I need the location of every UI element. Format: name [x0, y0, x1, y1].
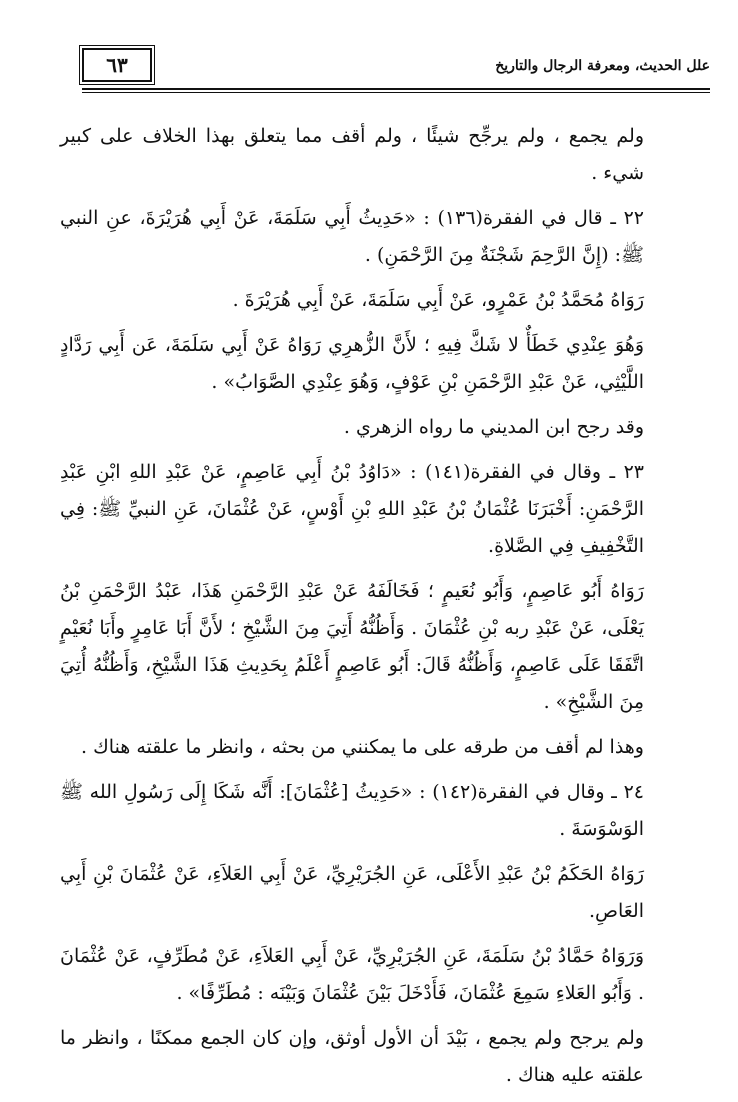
page-number: ٦٣ — [82, 48, 152, 82]
paragraph-note-23: وهذا لم أقف من طرقه على ما يمكنني من بحثه ، وانظر ما علقته هناك . — [81, 736, 644, 758]
page-header — [82, 44, 710, 90]
paragraph-narration-24a: رَوَاهُ الحَكَمُ بْنُ عَبْدِ الأَعْلَى، عَنِ الجُرَيْرِيِّ، عَنْ أَبِي العَلاَءِ، عَنْ عُثْمَانَ بْنِ أَبِي العَاصِ. — [60, 863, 644, 922]
paragraph-narration-23: رَوَاهُ أَبُو عَاصِمٍ، وَأَبُو نُعَيمٍ ؛ فَخَالَفَهُ عَنْ عَبْدِ الرَّحْمَنِ هَذَا، عَبْدُ الرَّحْمَنِ بْنُ يَعْلَى، عَنْ عَبْدِ ربه بْنِ عُثْمَانَ . وَأَظُنُّهُ أَتِيَ مِنَ الشَّيْخِ ؛ لأَنَّ أَبَا عَامِرٍ وأَبَا نُعَيْمٍ اتَّفَقَا عَلَى عَاصِمٍ، وَأَظُنُّهُ قَالَ: أَبُو عَاصِمٍ أَعْلَمُ بِحَدِيثِ هَذَا الشَّيْخِ، وَأَظُنُّهُ أُتِيَ مِنَ الشَّيْخِ» . — [60, 580, 644, 713]
paragraph-closing-note-1: ولم يجمع ، ولم يرجِّح شيئًا ، ولم أقف مما يتعلق بهذا الخلاف على كبير شيء . — [60, 125, 644, 184]
paragraph-note-24: ولم يرجح ولم يجمع ، بَيْدَ أن الأول أوثق، وإن كان الجمع ممكنًا ، وانظر ما علقته عليه هناك . — [60, 1027, 644, 1086]
running-title: علل الحديث، ومعرفة الرجال والتاريخ — [495, 58, 710, 74]
header-rule-thin — [82, 92, 710, 93]
paragraph-note-22: وقد رجح ابن المديني ما رواه الزهري . — [343, 416, 644, 438]
paragraph-item-23: ٢٣ ـ وقال في الفقرة(١٤١) : «دَاوُدُ بْنُ أَبِي عَاصِمٍ، عَنْ عَبْدِ اللهِ ابْنِ عَبْدِ الرَّحْمَنِ: أَخْبَرَنَا عُثْمَانُ بْنُ عَبْدِ اللهِ بْنِ أَوْسٍ، عَنْ عُثْمَانَ، عَنِ النبيِّ ﷺ: فِي التَّخْفِيفِ فِي الصَّلاةِ. — [60, 461, 644, 557]
page-body — [60, 118, 680, 1102]
header-rule — [82, 88, 710, 90]
paragraph-narration-22b: وَهُوَ عِنْدِي خَطَأٌ لا شَكَّ فِيهِ ؛ لأَنَّ الزُّهرِي رَوَاهُ عَنْ أَبِي سَلَمَةَ، عَن أَبِي رَدَّادٍ اللَّيْثِي، عَنْ عَبْدِ الرَّحْمَنِ بْنِ عَوْفٍ، وَهُوَ عِنْدِي الصَّوَابُ» . — [60, 334, 644, 393]
paragraph-narration-22a: رَوَاهُ مُحَمَّدُ بْنُ عَمْرٍو، عَنْ أَبِي سَلَمَةَ، عَنْ أَبِي هُرَيْرَةَ . — [232, 289, 644, 311]
paragraph-item-22: ٢٢ ـ قال في الفقرة(١٣٦) : «حَدِيثُ أَبِي سَلَمَةَ، عَنْ أَبِي هُرَيْرَةَ، عنِ النبي ﷺ: (إِنَّ الرَّحِمَ شَجْنَةٌ مِنَ الرَّحْمَنِ) . — [60, 207, 644, 266]
paragraph-narration-24b: وَرَوَاهُ حَمَّادُ بْنُ سَلَمَةَ، عَنِ الجُرَيْرِيِّ، عَنْ أَبِي العَلاَءِ، عَنْ مُطَرِّفٍ، عَنْ عُثْمَانَ . وَأَبُو العَلاءِ سَمِعَ عُثْمَانَ، فَأَدْخَلَ بَيْنَ عُثْمَانَ وَبَيْنَه : مُطَرِّفًا» . — [60, 945, 644, 1004]
paragraph-item-24: ٢٤ ـ وقال في الفقرة(١٤٢) : «حَدِيثُ [عُثْمَانَ]: أَنَّه شَكَا إِلَى رَسُولِ الله ﷺ الوَسْوَسَةَ . — [60, 781, 645, 840]
